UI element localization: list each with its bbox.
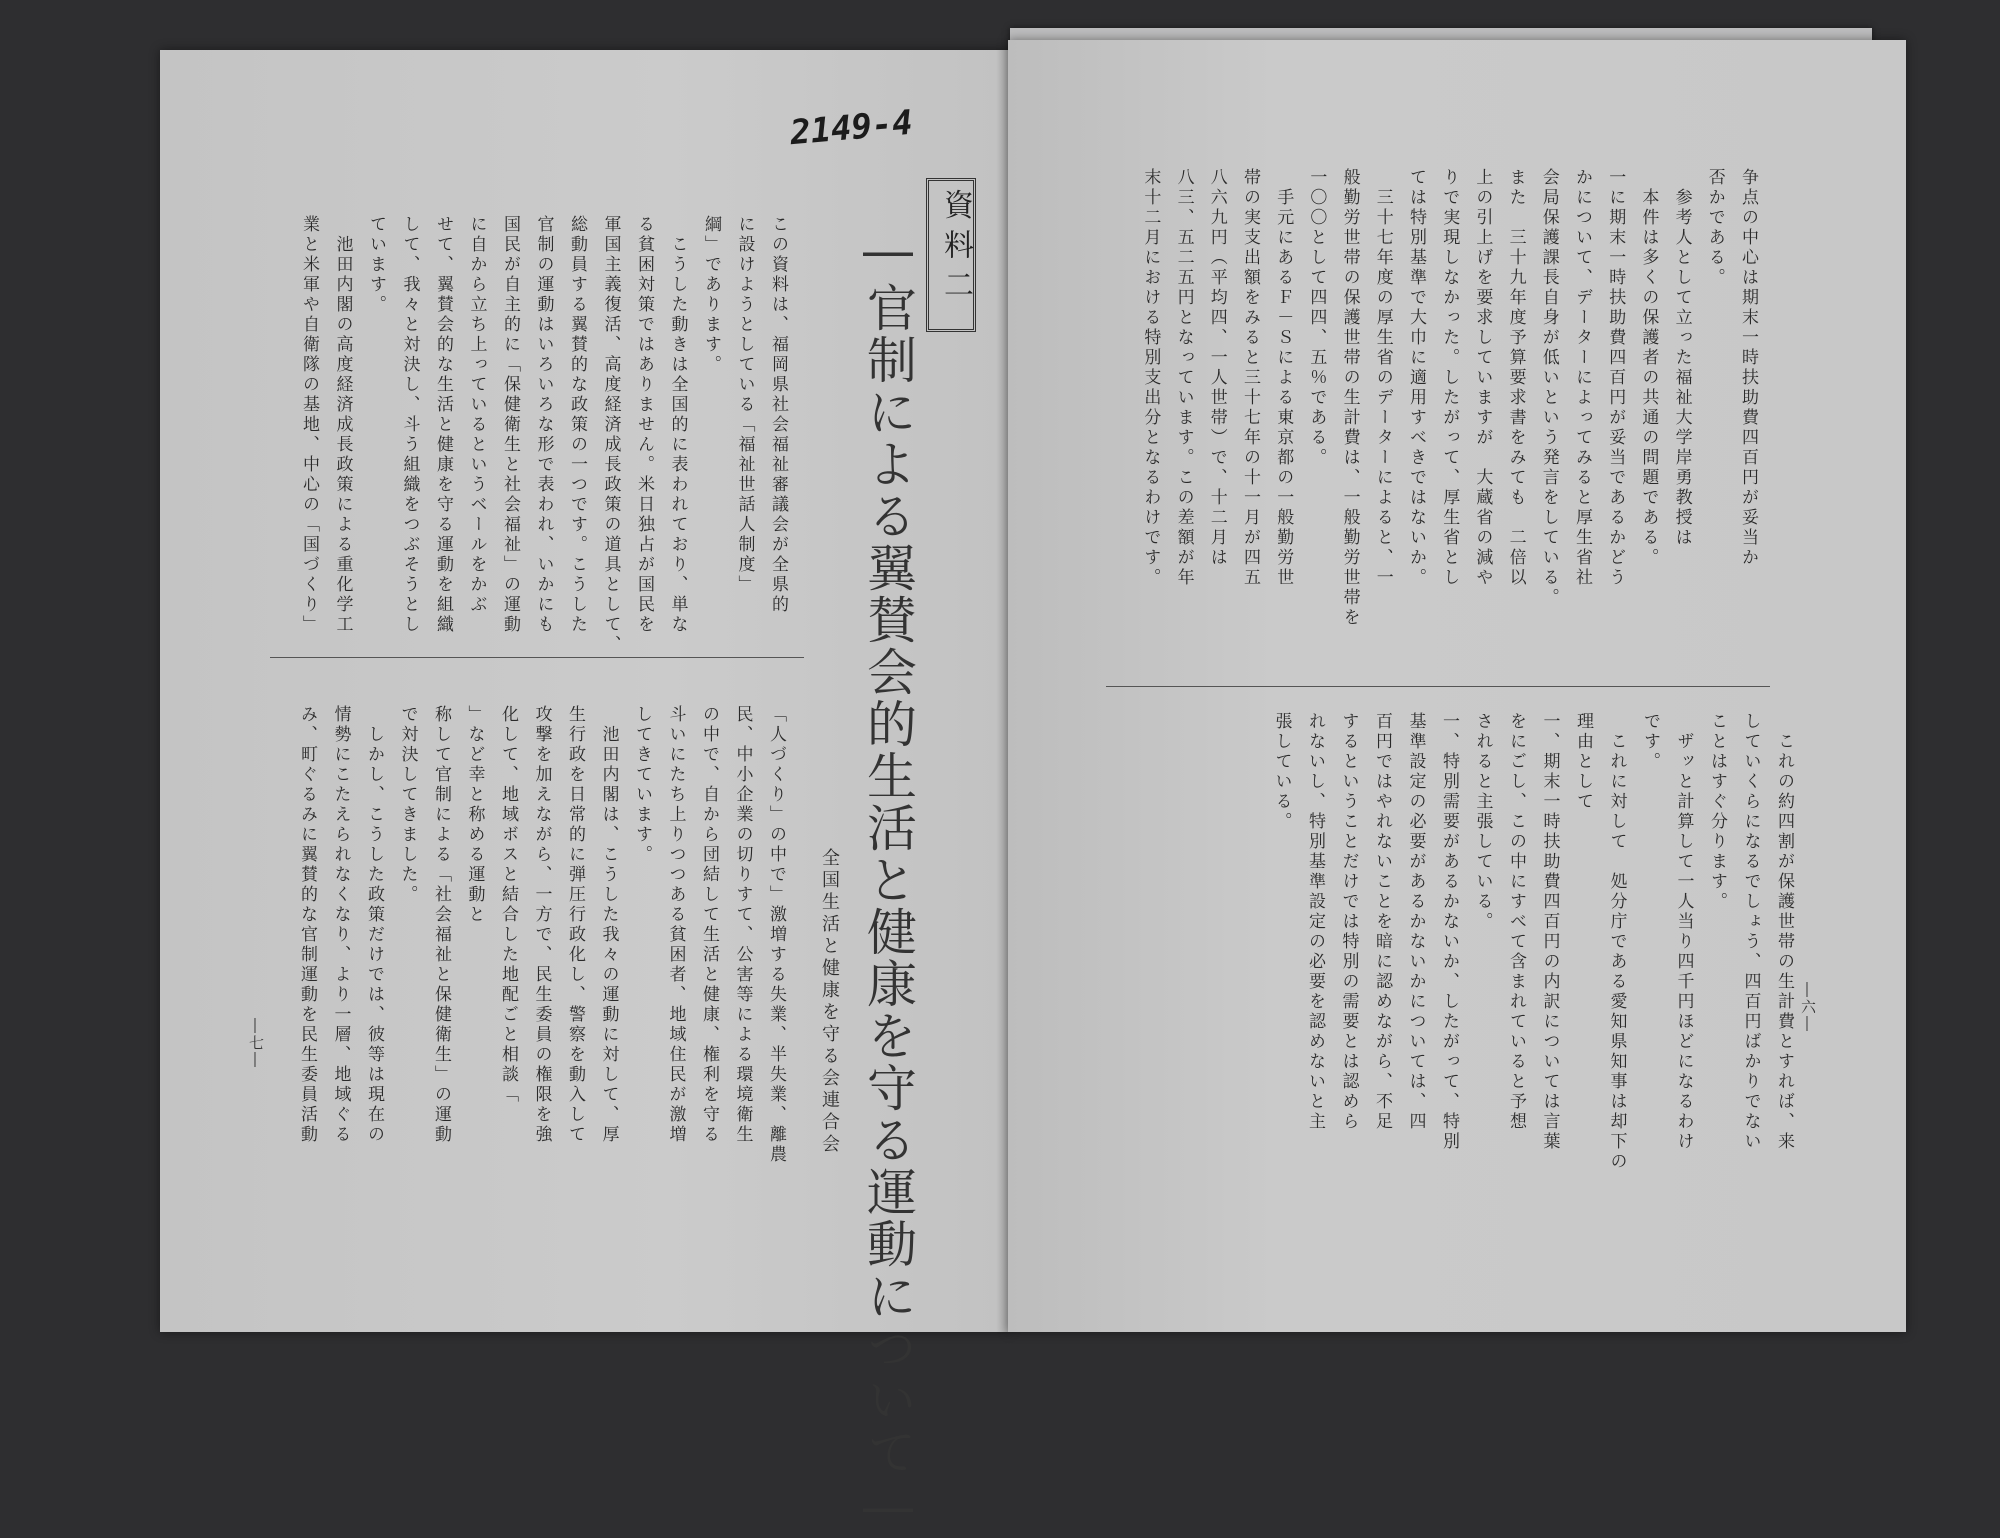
text-column: ことはすぐ分ります。 (1707, 712, 1727, 912)
text-column: 称して官制による「社会福祉と保健衛生」の運動 (431, 705, 451, 1145)
text-column: しかし、こうした政策だけでは、彼等は現在の (364, 705, 384, 1145)
organization-name: 全国生活と健康を守る会連合会 (819, 848, 840, 1156)
text-column: 争点の中心は期末一時扶助費四百円が妥当か (1738, 168, 1758, 568)
text-column: 官制の運動はいろいろな形で表われ、いかにも (533, 215, 554, 635)
text-column: して、我々と対決し、斗う組織をつぶそうとし (399, 215, 420, 635)
left-page-number: ―七― (247, 1018, 265, 1069)
text-column: 国民が自主的に「保健衛生と社会福祉」の運動 (500, 215, 520, 635)
text-column: で対決してきました。 (397, 705, 418, 905)
text-column: 上の引上げを要求していますが 大蔵省の減や (1472, 168, 1493, 588)
text-column: ては特別基準で大巾に適用すべきではないか。 (1406, 168, 1426, 588)
text-column: 「人づくり」の中で」激増する失業、半失業、離農 (766, 705, 786, 1165)
text-column: 百円ではやれないことを暗に認めながら、不足 (1372, 712, 1392, 1132)
text-column: 末十二月における特別支出分となるわけです。 (1140, 168, 1161, 588)
text-column: 一に期末一時扶助費四百円が妥当であるかどう (1605, 168, 1626, 588)
text-column: するということだけでは特別の需要とは認めら (1338, 712, 1359, 1132)
text-column: 帯の実支出額をみると三十七年の十一月が四五 (1240, 168, 1260, 588)
text-column: 基準設定の必要があるかないかについては、四 (1405, 712, 1426, 1132)
text-column: 会局保護課長自身が低いという発言をしている。 (1538, 168, 1559, 608)
text-column: 情勢にこたえられなくなり、より一層、地域ぐる (330, 705, 351, 1145)
text-column: 張している。 (1271, 712, 1292, 832)
text-column: れないし、特別基準設定の必要を認めないと主 (1305, 712, 1325, 1132)
text-column: 本件は多くの保護者の共通の問題である。 (1638, 168, 1659, 568)
text-column: してきています。 (632, 705, 652, 865)
text-column: かについて、データーによってみると厚生省社 (1572, 168, 1592, 588)
text-column: 池田内閣は、こうした我々の運動に対して、厚 (598, 705, 619, 1145)
text-column: 参考人として立った福祉大学岸勇教授は (1671, 168, 1692, 548)
handwritten-catalog-number: 2149-4 (788, 102, 915, 154)
text-column: み、町ぐるみに翼賛的な官制運動を民生委員活動 (297, 705, 317, 1145)
text-column: です。 (1640, 712, 1660, 772)
text-column: 般勤労世帯の保護世帯の生計費は、一般勤労世帯を (1339, 168, 1360, 628)
text-column: 池田内閣の高度経済成長政策による重化学工 (332, 215, 353, 635)
text-column: 攻撃を加えながら、一方で、民生委員の権限を強 (531, 705, 552, 1145)
text-column: に設けようとしている「福祉世話人制度」 (734, 215, 755, 595)
text-column: 一、期末一時扶助費四百円の内訳については言葉 (1539, 712, 1560, 1152)
text-column: 総動員する翼賛的な政策の一つです。こうした (567, 215, 587, 635)
text-column: 八三、五二五円となっています。この差額が年 (1173, 168, 1194, 588)
text-column: 斗いにたち上りつつある貧困者、地域住民が激増 (665, 705, 686, 1145)
text-column: されると主張している。 (1472, 712, 1493, 932)
document-title: ―官制による翼賛会的生活と健康を守る運動について― (859, 222, 917, 1538)
text-column: していくらになるでしょう、四百円ばかりでない (1740, 712, 1761, 1152)
text-column: この資料は、福岡県社会福祉審議会が全県的 (768, 215, 788, 615)
left-divider-rule (270, 657, 804, 658)
text-column: をにごし、この中にすべて含まれていると予想 (1506, 712, 1526, 1132)
text-column: 三十七年度の厚生省のデーターによると、一 (1372, 168, 1393, 588)
text-column: 一、特別需要があるかないか、したがって、特別 (1439, 712, 1459, 1152)
text-column: 軍国主義復活、高度経済成長政策の道具として、 (600, 215, 621, 655)
right-divider-rule (1106, 686, 1770, 687)
text-column: 綱」であります。 (701, 215, 721, 375)
right-page-number: ―六― (1799, 982, 1817, 1033)
text-column: 手元にあるＦ－Ｓによる東京都の一般勤労世 (1273, 168, 1294, 588)
text-column: 化して、地域ボスと結合した地配ごと相談「 (498, 705, 518, 1105)
text-column: 民、中小企業の切りすて、公害等による環境衛生 (732, 705, 753, 1145)
section-label-box (926, 178, 976, 332)
text-column: これに対して 処分庁である愛知県知事は却下の (1606, 712, 1627, 1172)
text-column: 業と米軍や自衛隊の基地、中心の「国づくり」 (299, 215, 319, 635)
text-column: これの約四割が保護世帯の生計費とすれば、来 (1774, 712, 1794, 1152)
text-column: の中で、自から団結して生活と健康、権利を守る (699, 705, 719, 1145)
text-column: 理由として (1573, 712, 1593, 812)
text-column: せて、翼賛会的な生活と健康を守る運動を組織 (433, 215, 453, 635)
text-column: 八六九円（平均四、一人世帯）で、十二月は (1206, 168, 1227, 568)
text-column: りで実現しなかった。したがって、厚生省とし (1439, 168, 1460, 588)
text-column: ザッと計算して一人当り四千円ほどになるわけ (1673, 712, 1694, 1152)
text-column: 生行政を日常的に弾圧行政化し、警察を動入して (565, 705, 585, 1145)
text-column: また 三十九年度予算要求書をみても 二倍以 (1505, 168, 1526, 588)
text-column: 否かである。 (1704, 168, 1725, 288)
text-column: 」など幸と称める運動と (464, 705, 485, 925)
text-column: に自から立ち上っているというベールをかぶ (466, 215, 487, 615)
text-column: る貧困対策ではありません。米日独占が国民を (634, 215, 654, 635)
text-column: ています。 (366, 215, 386, 315)
section-label: 資料二 (938, 189, 973, 309)
text-column: こうした動きは全国的に表われており、単な (667, 215, 688, 635)
text-column: 一〇〇として四四、五％である。 (1306, 168, 1327, 468)
